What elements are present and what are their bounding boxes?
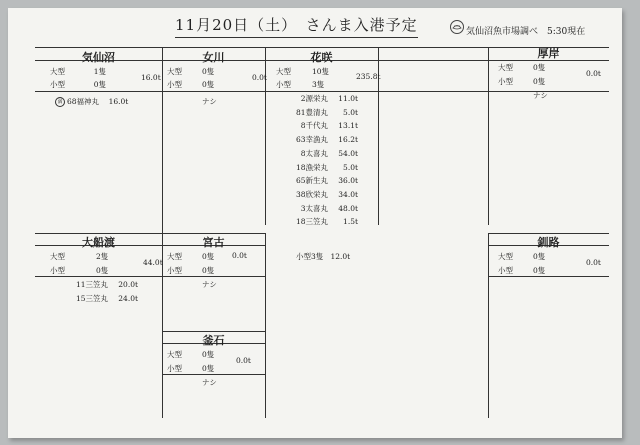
kushiro-left-line xyxy=(488,233,489,418)
ofunato-total: 44.0t xyxy=(143,258,163,267)
ship-row xyxy=(270,162,358,173)
miyako-total: 0.0t xyxy=(232,251,247,260)
akkeshi-small-count: 0隻 xyxy=(533,77,546,86)
kushiro-small-label: 小型 xyxy=(498,266,513,275)
hanasaki-large-label: 大型 xyxy=(276,67,291,76)
ship-row xyxy=(270,175,358,186)
port-kamaishi-name: 釜石 xyxy=(202,334,225,347)
ship-row xyxy=(270,134,358,145)
row1-subheader-line xyxy=(35,91,609,92)
ship-amount: 16.2t xyxy=(338,135,358,145)
ofunato-small-count: 0隻 xyxy=(96,266,109,275)
miyako-small-label: 小型 xyxy=(167,266,182,275)
kamaishi-large-count: 0隻 xyxy=(202,350,215,359)
ship-amount: 48.0t xyxy=(338,203,358,213)
ship-amount: 13.1t xyxy=(338,121,358,131)
kushiro-small-count: 0隻 xyxy=(533,266,546,275)
onagawa-large-label: 大型 xyxy=(167,67,182,76)
ofunato-large-label: 大型 xyxy=(50,252,65,261)
ship-row xyxy=(270,93,358,104)
hanasaki-large-count: 10隻 xyxy=(312,67,330,76)
ship-name: 8太喜丸 xyxy=(300,148,328,158)
kushiro-total: 0.0t xyxy=(586,258,601,267)
ship-row xyxy=(270,189,358,200)
miyako-large-label: 大型 xyxy=(167,252,182,261)
ship-row xyxy=(52,279,138,290)
ship-amount: 5.0t xyxy=(343,107,358,117)
ship-row xyxy=(270,120,358,131)
ship-row xyxy=(270,216,358,227)
summary-amount: 12.0t xyxy=(330,252,351,261)
onagawa-total: 0.0t xyxy=(252,73,267,82)
hanasaki-small-count: 3隻 xyxy=(312,80,325,89)
ship-amount: 1.5t xyxy=(343,217,358,227)
onagawa-large-count: 0隻 xyxy=(202,67,215,76)
miyako-large-count: 0隻 xyxy=(202,252,215,261)
summary-label: 小型3隻 xyxy=(296,252,324,261)
akkeshi-small-label: 小型 xyxy=(498,77,513,86)
ship-amount: 20.0t xyxy=(118,280,138,289)
onagawa-none: ナシ xyxy=(202,97,217,106)
column-divider-4 xyxy=(488,47,489,225)
ship-name: 81豊清丸 xyxy=(295,107,328,117)
miyako-small-count: 0隻 xyxy=(202,266,215,275)
kesennuma-small-count: 0隻 xyxy=(93,80,106,89)
ship-name: 2源栄丸 xyxy=(300,94,328,103)
miyako-sub-line xyxy=(162,276,266,277)
onagawa-small-label: 小型 xyxy=(167,80,182,89)
port-miyako-name: 宮古 xyxy=(202,236,225,249)
hanasaki-total: 235.8t xyxy=(356,72,381,81)
ship-row xyxy=(270,148,358,159)
ofunato-small-label: 小型 xyxy=(50,266,65,275)
port-ofunato-name: 大船渡 xyxy=(82,236,115,249)
kamaishi-large-label: 大型 xyxy=(167,350,182,359)
ship-row xyxy=(270,107,358,118)
ship-name: 38欣栄丸 xyxy=(295,189,328,199)
akkeshi-large-count: 0隻 xyxy=(533,63,546,72)
kamaishi-total: 0.0t xyxy=(236,356,251,365)
port-kesennuma-name: 気仙沼 xyxy=(82,51,115,64)
onagawa-small-count: 0隻 xyxy=(202,80,215,89)
ofunato-large-count: 2隻 xyxy=(96,252,109,261)
kamaishi-small-label: 小型 xyxy=(167,364,182,373)
port-hanasaki-name: 花咲 xyxy=(310,51,333,64)
kamaishi-none: ナシ xyxy=(202,378,217,387)
port-akkeshi-name: 厚岸 xyxy=(537,47,560,60)
port-kushiro-name: 釧路 xyxy=(537,236,560,249)
ship-amount: 24.0t xyxy=(118,294,138,303)
ofunato-sub-line xyxy=(35,276,163,277)
source-note: 気仙沼魚市場調べ 5:30現在 xyxy=(466,27,586,37)
ship-amount: 36.0t xyxy=(338,176,358,186)
ship-name: 3太喜丸 xyxy=(300,203,328,213)
akkeshi-large-label: 大型 xyxy=(498,63,513,72)
kesennuma-large-count: 1隻 xyxy=(93,67,106,76)
ship-name: 18漁栄丸 xyxy=(295,162,328,172)
hanasaki-small-label: 小型 xyxy=(276,80,291,89)
akkeshi-total: 0.0t xyxy=(586,69,601,78)
ship-name: 68福神丸 xyxy=(67,97,100,106)
ship-name: 11三笠丸 xyxy=(75,280,108,289)
port-onagawa-name: 女川 xyxy=(202,51,225,64)
ship-amount: 54.0t xyxy=(338,148,358,158)
kushiro-large-label: 大型 xyxy=(498,252,513,261)
hanasaki-small-summary xyxy=(296,251,350,262)
ship-amount: 34.0t xyxy=(338,189,358,199)
ship-row xyxy=(55,96,128,107)
ship-row xyxy=(52,293,138,304)
ship-name: 18三笠丸 xyxy=(295,217,328,227)
miyako-right-line xyxy=(265,233,266,418)
ship-name: 65新生丸 xyxy=(295,176,328,186)
ship-amount: 16.0t xyxy=(108,97,129,106)
full-badge: 満 xyxy=(55,97,65,107)
akkeshi-none: ナシ xyxy=(533,91,548,100)
kesennuma-large-label: 大型 xyxy=(50,67,65,76)
kushiro-sub-line xyxy=(488,276,609,277)
ship-amount: 5.0t xyxy=(343,162,358,172)
kamaishi-sub-line xyxy=(162,374,266,375)
ship-name: 63幸漁丸 xyxy=(295,135,328,145)
miyako-none: ナシ xyxy=(202,280,217,289)
market-seal-icon xyxy=(450,20,464,34)
ship-row xyxy=(270,203,358,214)
kamaishi-small-count: 0隻 xyxy=(202,364,215,373)
page-title: 11月20日（土） さんま入港予定 xyxy=(175,14,418,38)
ship-name: 15三笠丸 xyxy=(75,294,108,303)
kesennuma-total: 16.0t xyxy=(141,73,161,82)
kushiro-large-count: 0隻 xyxy=(533,252,546,261)
kesennuma-small-label: 小型 xyxy=(50,80,65,89)
ship-amount: 11.0t xyxy=(338,94,358,103)
ship-name: 8千代丸 xyxy=(300,121,328,131)
